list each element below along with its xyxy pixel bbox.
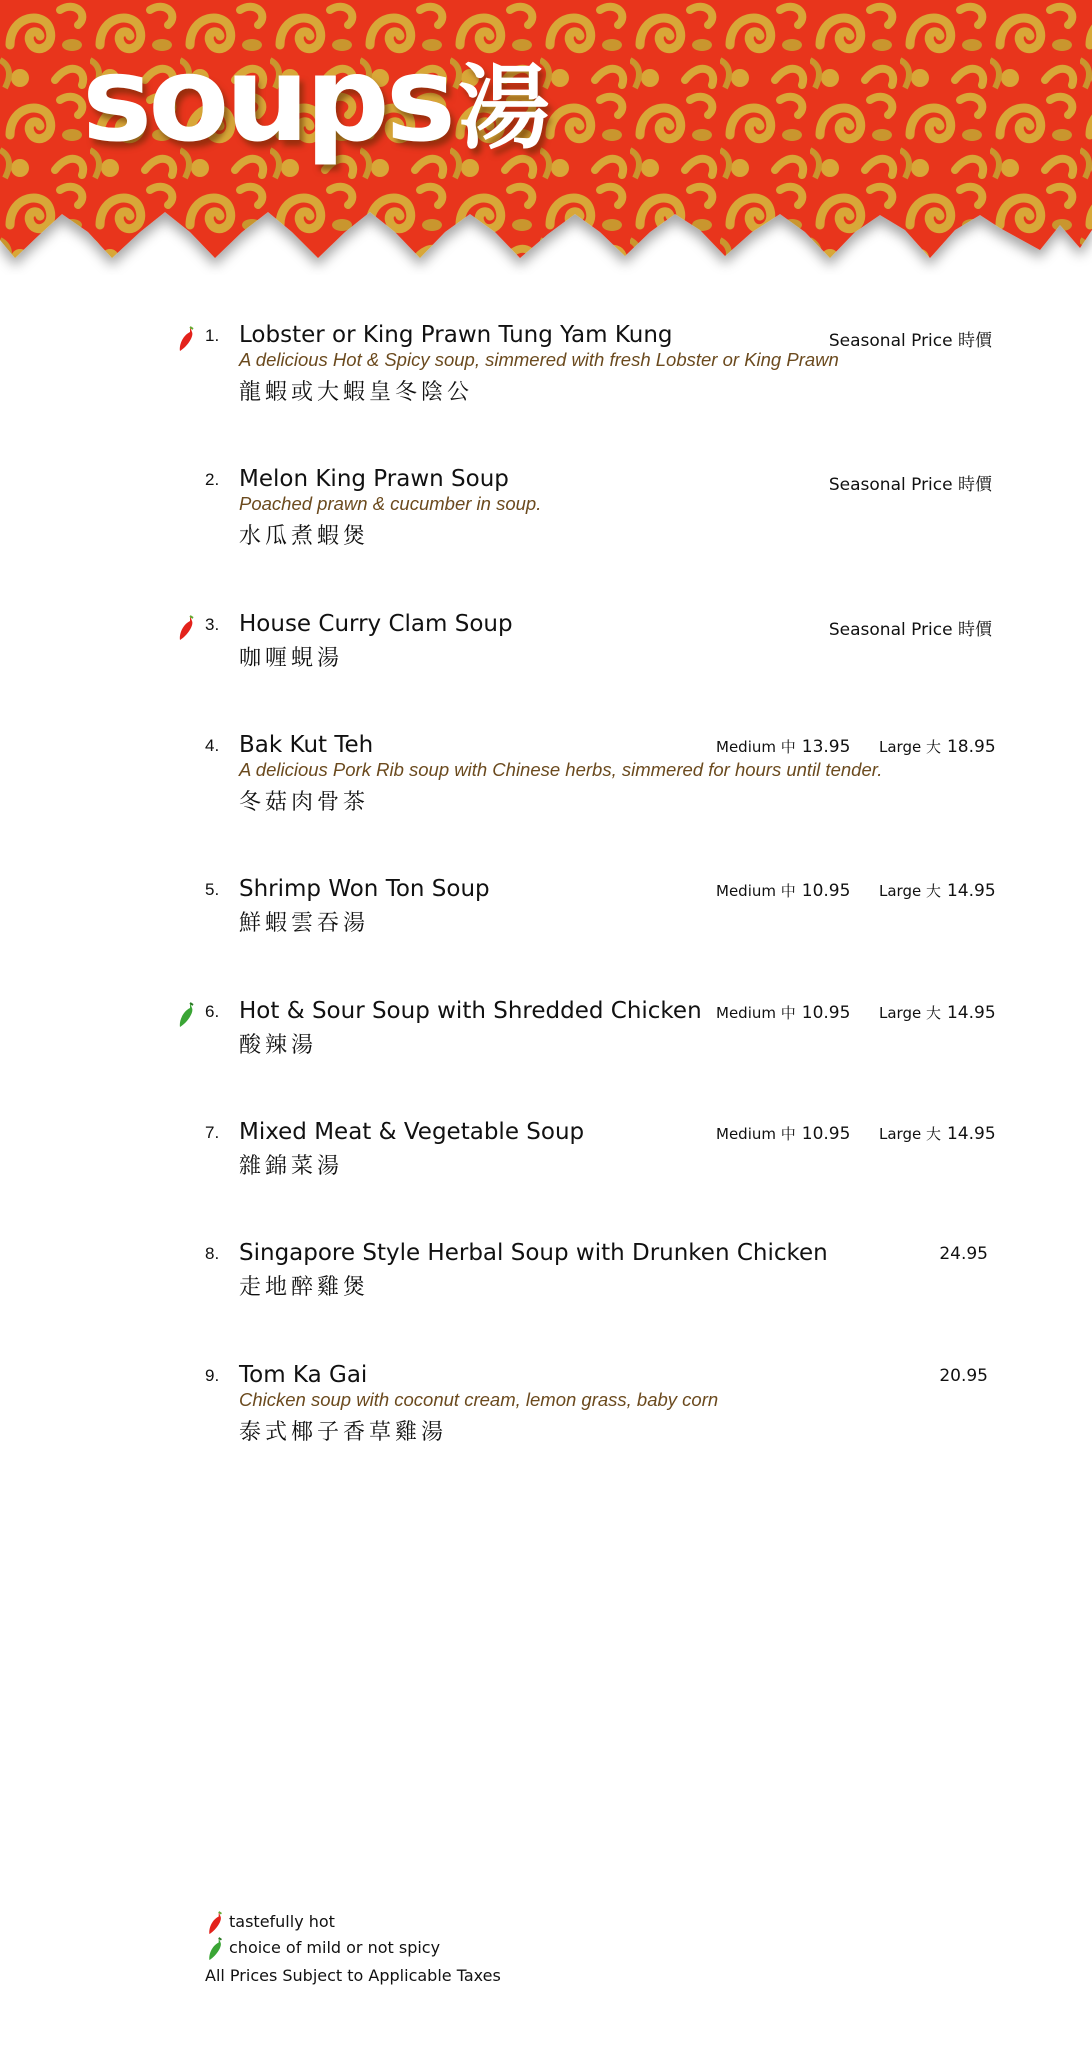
price-medium-label: Medium 中 — [716, 1125, 796, 1143]
item-number: 2. — [205, 470, 220, 489]
price-large-label: Large 大 — [879, 882, 941, 900]
chili-hot-icon — [176, 615, 196, 641]
price-large — [879, 736, 996, 757]
item-chinese-name: 咖喱蜆湯 — [239, 646, 344, 671]
item-name: Hot & Sour Soup with Shredded Chicken — [239, 998, 702, 1024]
item-name: House Curry Clam Soup — [239, 611, 513, 637]
price-medium — [716, 1002, 850, 1023]
item-number: 9. — [205, 1366, 220, 1385]
price-medium-value: 10.95 — [801, 881, 851, 901]
legend-hot-label: tastefully hot — [229, 1912, 335, 1931]
item-number: 3. — [205, 615, 220, 634]
item-price: Seasonal Price 時價 — [828, 331, 992, 351]
price-large-label: Large 大 — [879, 738, 941, 756]
price-large — [879, 880, 996, 901]
item-price: Seasonal Price 時價 — [828, 620, 992, 640]
item-number: 5. — [205, 880, 220, 899]
price-large — [879, 1123, 996, 1144]
item-price: Seasonal Price 時價 — [828, 475, 992, 495]
item-name: Tom Ka Gai — [239, 1362, 368, 1388]
price-medium-label: Medium 中 — [716, 1004, 796, 1022]
item-chinese-name: 泰式椰子香草雞湯 — [239, 1420, 448, 1445]
chili-mild-icon — [176, 1002, 196, 1028]
item-chinese-name: 冬菇肉骨茶 — [239, 790, 370, 815]
item-chinese-name: 水瓜煮蝦煲 — [239, 524, 370, 549]
price-large-label: Large 大 — [879, 1004, 941, 1022]
price-medium-value: 10.95 — [801, 1124, 851, 1144]
item-name: Shrimp Won Ton Soup — [239, 876, 490, 902]
price-medium-label: Medium 中 — [716, 738, 796, 756]
price-medium-value: 10.95 — [801, 1003, 851, 1023]
item-number: 1. — [205, 326, 220, 345]
price-large-value: 14.95 — [946, 1124, 996, 1144]
item-chinese-name: 走地醉雞煲 — [239, 1275, 370, 1300]
price-medium — [716, 1123, 850, 1144]
price-medium — [716, 880, 850, 901]
item-description: A delicious Pork Rib soup with Chinese herbs, simmered for hours until tender. — [239, 759, 883, 780]
price-large-value: 18.95 — [946, 737, 996, 757]
item-description: Poached prawn & cucumber in soup. — [239, 493, 542, 514]
item-price: 24.95 — [939, 1244, 988, 1264]
item-chinese-name: 雜錦菜湯 — [239, 1154, 344, 1179]
item-number: 4. — [205, 736, 220, 755]
item-chinese-name: 龍蝦或大蝦皇冬陰公 — [239, 380, 474, 405]
item-chinese-name: 鮮蝦雲吞湯 — [239, 911, 370, 936]
price-medium-value: 13.95 — [801, 737, 851, 757]
item-number: 7. — [205, 1123, 220, 1142]
item-number: 8. — [205, 1244, 220, 1263]
price-large-value: 14.95 — [946, 881, 996, 901]
item-price: 20.95 — [939, 1366, 988, 1386]
price-large — [879, 1002, 996, 1023]
chili-mild-icon — [205, 1937, 225, 1961]
item-description: A delicious Hot & Spicy soup, simmered with fresh Lobster or King Prawn — [239, 349, 839, 370]
price-large-label: Large 大 — [879, 1125, 941, 1143]
header-banner — [0, 0, 1092, 275]
legend-mild-label: choice of mild or not spicy — [229, 1938, 441, 1957]
item-chinese-name: 酸辣湯 — [239, 1033, 318, 1058]
price-large-value: 14.95 — [946, 1003, 996, 1023]
item-description: Chicken soup with coconut cream, lemon grass, baby corn — [239, 1389, 719, 1410]
item-name: Bak Kut Teh — [239, 732, 374, 758]
item-name: Singapore Style Herbal Soup with Drunken Chicken — [239, 1240, 828, 1266]
chili-hot-icon — [205, 1911, 225, 1935]
chili-hot-icon — [176, 326, 196, 352]
page-title-cjk: 湯 — [458, 55, 551, 162]
tax-note: All Prices Subject to Applicable Taxes — [205, 1966, 501, 1985]
item-name: Mixed Meat & Vegetable Soup — [239, 1119, 585, 1145]
price-medium-label: Medium 中 — [716, 882, 796, 900]
item-number: 6. — [205, 1002, 220, 1021]
price-medium — [716, 736, 850, 757]
item-name: Melon King Prawn Soup — [239, 466, 509, 492]
page-title-text: soups — [82, 30, 453, 168]
page-title — [82, 30, 551, 168]
item-name: Lobster or King Prawn Tung Yam Kung — [239, 322, 673, 348]
